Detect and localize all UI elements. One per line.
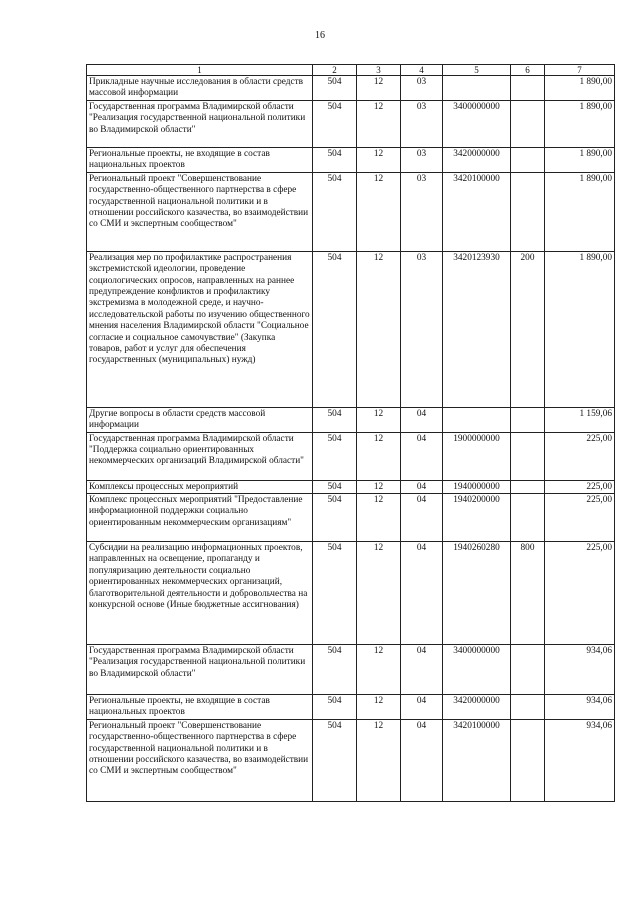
row-subsection: 03 — [401, 147, 443, 172]
row-amount: 1 890,00 — [545, 147, 615, 172]
table-row — [87, 542, 615, 645]
row-name: Реализация мер по профилактике распространения экстремистской идеологии, проведение социологических опросов, направленных на раннее предупреждение конфликтов и профилактику экстремизма в молодежной среде, и научно-исследовательской работы по изучению общественного мнения населения Владимирской области "Социальное согласие и социальное самочувствие" (Закупка товаров, работ и услуг для обеспечения государственных (муниципальных) нужд) — [87, 251, 313, 407]
row-expense-type — [511, 695, 545, 720]
table-row — [87, 719, 615, 801]
row-amount: 934,06 — [545, 645, 615, 695]
row-section: 12 — [357, 695, 401, 720]
row-amount: 934,06 — [545, 695, 615, 720]
row-section: 12 — [357, 76, 401, 101]
row-target-article: 1940260280 — [443, 542, 511, 645]
row-name: Государственная программа Владимирской области "Реализация государственной национальной политики во Владимирской области" — [87, 100, 313, 147]
row-target-article: 3400000000 — [443, 645, 511, 695]
row-section: 12 — [357, 719, 401, 801]
row-amount: 225,00 — [545, 480, 615, 493]
budget-table — [86, 64, 615, 802]
row-expense-type — [511, 432, 545, 480]
row-subsection: 04 — [401, 480, 443, 493]
table-row — [87, 172, 615, 251]
header-col-1: 1 — [87, 65, 313, 76]
row-target-article: 3400000000 — [443, 100, 511, 147]
row-ministry-code: 504 — [313, 407, 357, 432]
row-ministry-code: 504 — [313, 494, 357, 542]
row-ministry-code: 504 — [313, 76, 357, 101]
row-subsection: 04 — [401, 645, 443, 695]
row-section: 12 — [357, 480, 401, 493]
row-subsection: 04 — [401, 407, 443, 432]
row-name: Государственная программа Владимирской области "Реализация государственной национальной политики во Владимирской области" — [87, 645, 313, 695]
row-expense-type — [511, 147, 545, 172]
row-ministry-code: 504 — [313, 542, 357, 645]
row-amount: 1 890,00 — [545, 100, 615, 147]
row-amount: 1 890,00 — [545, 76, 615, 101]
row-target-article: 1940200000 — [443, 494, 511, 542]
row-expense-type — [511, 719, 545, 801]
row-subsection: 03 — [401, 172, 443, 251]
row-amount: 225,00 — [545, 494, 615, 542]
row-amount: 1 159,06 — [545, 407, 615, 432]
row-expense-type — [511, 100, 545, 147]
row-name: Прикладные научные исследования в области средств массовой информации — [87, 76, 313, 101]
row-target-article — [443, 76, 511, 101]
row-target-article: 3420100000 — [443, 172, 511, 251]
header-col-2: 2 — [313, 65, 357, 76]
row-subsection: 04 — [401, 695, 443, 720]
row-expense-type — [511, 172, 545, 251]
row-section: 12 — [357, 494, 401, 542]
table-row — [87, 147, 615, 172]
row-name: Государственная программа Владимирской области "Поддержка социально ориентированных некоммерческих организаций Владимирской области" — [87, 432, 313, 480]
row-name: Другие вопросы в области средств массовой информации — [87, 407, 313, 432]
row-section: 12 — [357, 100, 401, 147]
row-expense-type: 800 — [511, 542, 545, 645]
page-number: 16 — [315, 30, 325, 41]
row-name: Комплекс процессных мероприятий "Предоставление информационной поддержки социально ориентированным некоммерческим организациям" — [87, 494, 313, 542]
header-col-3: 3 — [357, 65, 401, 76]
row-ministry-code: 504 — [313, 251, 357, 407]
row-expense-type — [511, 645, 545, 695]
header-col-6: 6 — [511, 65, 545, 76]
row-subsection: 04 — [401, 719, 443, 801]
row-target-article: 1940000000 — [443, 480, 511, 493]
row-section: 12 — [357, 542, 401, 645]
header-row — [87, 65, 615, 76]
table-row — [87, 100, 615, 147]
row-subsection: 04 — [401, 432, 443, 480]
row-name: Региональные проекты, не входящие в состав национальных проектов — [87, 695, 313, 720]
row-ministry-code: 504 — [313, 172, 357, 251]
row-expense-type — [511, 494, 545, 542]
row-target-article — [443, 407, 511, 432]
table-row — [87, 76, 615, 101]
row-subsection: 04 — [401, 542, 443, 645]
row-section: 12 — [357, 251, 401, 407]
header-col-4: 4 — [401, 65, 443, 76]
table-row — [87, 645, 615, 695]
row-ministry-code: 504 — [313, 480, 357, 493]
row-ministry-code: 504 — [313, 100, 357, 147]
row-target-article: 3420000000 — [443, 695, 511, 720]
row-amount: 934,06 — [545, 719, 615, 801]
row-expense-type — [511, 76, 545, 101]
row-section: 12 — [357, 407, 401, 432]
row-name: Региональные проекты, не входящие в состав национальных проектов — [87, 147, 313, 172]
row-target-article: 3420123930 — [443, 251, 511, 407]
row-target-article: 3420000000 — [443, 147, 511, 172]
table-row — [87, 407, 615, 432]
row-ministry-code: 504 — [313, 695, 357, 720]
row-expense-type — [511, 480, 545, 493]
row-amount: 225,00 — [545, 542, 615, 645]
row-subsection: 03 — [401, 251, 443, 407]
row-section: 12 — [357, 645, 401, 695]
row-expense-type — [511, 407, 545, 432]
row-section: 12 — [357, 172, 401, 251]
table-row — [87, 494, 615, 542]
row-target-article: 3420100000 — [443, 719, 511, 801]
header-col-5: 5 — [443, 65, 511, 76]
row-ministry-code: 504 — [313, 719, 357, 801]
row-ministry-code: 504 — [313, 432, 357, 480]
row-name: Региональный проект "Совершенствование государственно-общественного партнерства в сфере государственной национальной политики и в отношении российского казачества, во взаимодействии со СМИ и экспертным сообществом" — [87, 172, 313, 251]
row-subsection: 04 — [401, 494, 443, 542]
row-amount: 225,00 — [545, 432, 615, 480]
table-row — [87, 480, 615, 493]
row-ministry-code: 504 — [313, 147, 357, 172]
row-name: Субсидии на реализацию информационных проектов, направленных на освещение, пропаганду и популяризацию деятельности социально ориентированных некоммерческих организаций, благотворительной деятельности и добровольчества на конкурсной основе (Иные бюджетные ассигнования) — [87, 542, 313, 645]
row-name: Региональный проект "Совершенствование государственно-общественного партнерства в сфере государственной национальной политики и в отношении российского казачества, во взаимодействии со СМИ и экспертным сообществом" — [87, 719, 313, 801]
row-name: Комплексы процессных мероприятий — [87, 480, 313, 493]
table-row — [87, 432, 615, 480]
row-amount: 1 890,00 — [545, 172, 615, 251]
header-col-7: 7 — [545, 65, 615, 76]
row-subsection: 03 — [401, 76, 443, 101]
row-amount: 1 890,00 — [545, 251, 615, 407]
table-row — [87, 251, 615, 407]
row-expense-type: 200 — [511, 251, 545, 407]
row-target-article: 1900000000 — [443, 432, 511, 480]
row-section: 12 — [357, 432, 401, 480]
row-section: 12 — [357, 147, 401, 172]
table-row — [87, 695, 615, 720]
row-subsection: 03 — [401, 100, 443, 147]
row-ministry-code: 504 — [313, 645, 357, 695]
